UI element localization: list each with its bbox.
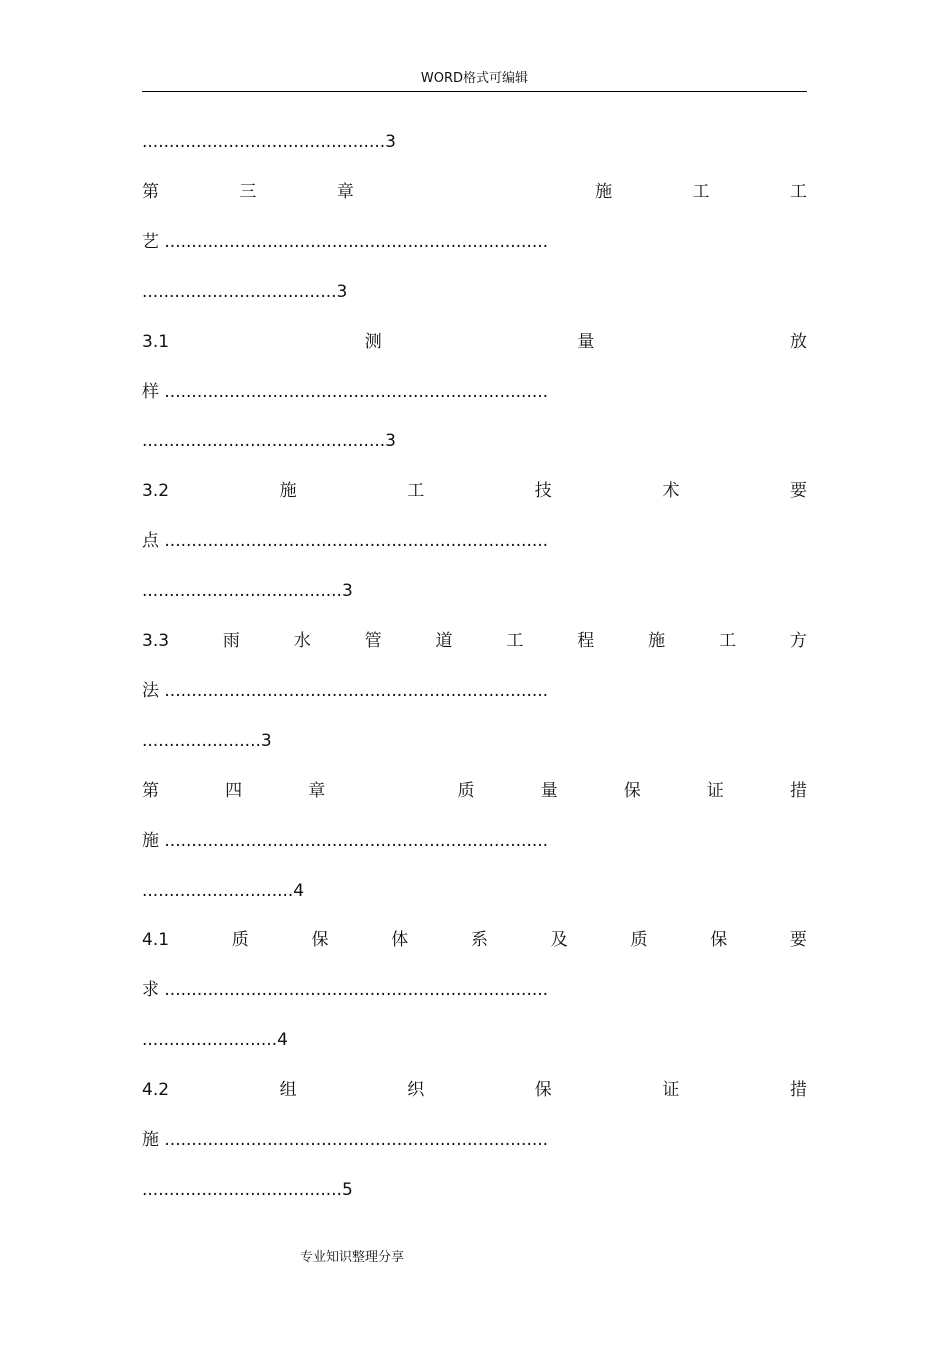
toc-heading-char: 道	[435, 631, 453, 651]
toc-heading-char: 放	[789, 332, 807, 352]
toc-heading-char: 工	[719, 631, 737, 651]
toc-leader-line: .....................................5	[142, 1180, 353, 1200]
toc-heading-char: 保	[534, 1080, 552, 1100]
toc-heading-char: 量	[540, 781, 558, 801]
toc-heading-char: 系	[470, 930, 488, 950]
toc-heading-char: 工	[692, 182, 710, 202]
toc-heading-char: 术	[662, 481, 680, 501]
toc-heading-char: 三	[239, 182, 257, 202]
toc-heading-char: 施	[595, 182, 613, 202]
toc-leader-line: ....................................3	[142, 282, 348, 302]
toc-heading-line	[142, 928, 807, 952]
toc-heading-line	[142, 180, 807, 204]
toc-heading-char: 雨	[222, 631, 240, 651]
toc-leader-line: 艺 .......................................................................	[142, 232, 549, 252]
toc-heading-char: 第	[142, 781, 159, 801]
toc-heading-char: 3.3	[142, 631, 170, 651]
toc-leader-line: 法 .......................................................................	[142, 681, 549, 701]
toc-heading-char: 保	[623, 781, 641, 801]
toc-heading-char: 程	[577, 631, 595, 651]
toc-leader-line: .........................4	[142, 1030, 288, 1050]
page-header: WORD格式可编辑	[420, 71, 529, 86]
toc-heading-char: 3.2	[142, 481, 170, 501]
toc-heading-char: 织	[407, 1080, 425, 1100]
toc-heading-char: 工	[407, 481, 425, 501]
toc-heading-char: 施	[648, 631, 666, 651]
toc-heading-char: 质	[231, 930, 249, 950]
toc-heading-char: 保	[710, 930, 728, 950]
toc-heading-char: 组	[279, 1080, 297, 1100]
toc-leader-line: ............................4	[142, 881, 305, 901]
toc-leader-line: ......................3	[142, 731, 272, 751]
toc-heading-char: 量	[577, 332, 595, 352]
toc-leader-line: 施 .......................................................................	[142, 1130, 549, 1150]
toc-heading-char: 保	[311, 930, 329, 950]
toc-heading-char: 及	[550, 930, 568, 950]
toc-leader-line: 求 .......................................................................	[142, 980, 549, 1000]
toc-heading-char: 3.1	[142, 332, 170, 352]
toc-heading-char: 方	[789, 631, 807, 651]
toc-heading-char: 质	[457, 781, 475, 801]
toc-heading-char: 测	[364, 332, 382, 352]
toc-heading-char: 措	[790, 781, 807, 801]
header-divider	[142, 91, 807, 92]
toc-leader-line: .....................................3	[142, 581, 353, 601]
toc-heading-char: 证	[706, 781, 724, 801]
toc-heading-line	[142, 779, 807, 803]
toc-heading-char: 4.1	[142, 930, 170, 950]
toc-heading-char: 措	[789, 1080, 807, 1100]
toc-leader-line: .............................................3	[142, 431, 396, 451]
toc-heading-line	[142, 1078, 807, 1102]
toc-heading-char: 水	[293, 631, 311, 651]
toc-heading-char: 第	[142, 182, 159, 202]
toc-leader-line: 样 .......................................................................	[142, 382, 549, 402]
toc-heading-line	[142, 479, 807, 503]
toc-leader-line: .............................................3	[142, 132, 396, 152]
toc-leader-line: 点 .......................................................................	[142, 531, 549, 551]
toc-heading-char: 工	[789, 182, 807, 202]
toc-heading-char: 证	[662, 1080, 680, 1100]
toc-heading-char: 4.2	[142, 1080, 170, 1100]
page-footer: 专业知识整理分享	[300, 1250, 405, 1265]
toc-heading-char: 施	[279, 481, 297, 501]
toc-heading-line	[142, 629, 807, 653]
toc-heading-line	[142, 330, 807, 354]
toc-heading-char: 要	[789, 481, 807, 501]
toc-heading-char: 章	[308, 781, 326, 801]
toc-heading-char: 工	[506, 631, 524, 651]
toc-heading-char: 要	[789, 930, 807, 950]
toc-heading-char: 质	[630, 930, 648, 950]
toc-heading-char: 技	[534, 481, 552, 501]
toc-heading-char: 体	[391, 930, 409, 950]
toc-heading-char: 管	[364, 631, 382, 651]
toc-heading-char: 四	[225, 781, 243, 801]
toc-heading-char: 章	[336, 182, 354, 202]
toc-leader-line: 施 .......................................................................	[142, 831, 549, 851]
